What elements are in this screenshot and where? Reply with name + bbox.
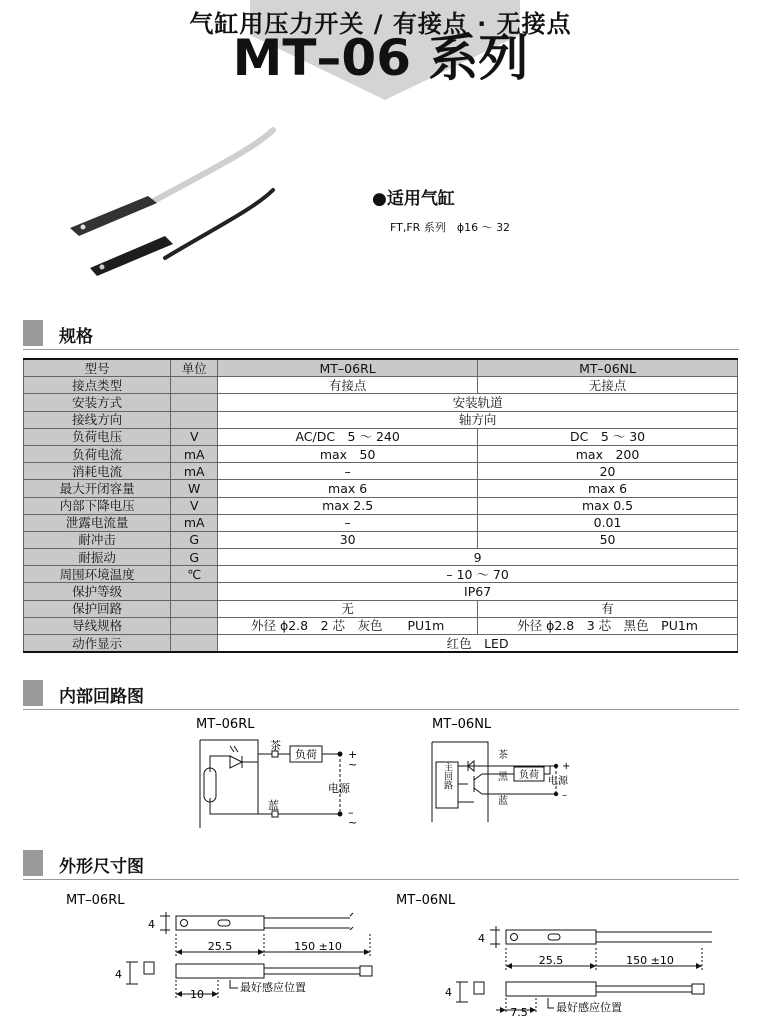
tilde-sign-bottom: ~ [348,816,358,829]
section-bar [23,320,43,346]
row-name: 保护回路 [24,600,171,617]
minus-sign: – [348,806,354,819]
row-unit [171,394,218,411]
sensor-top-view [506,930,596,944]
table-row [24,480,738,497]
led-icon [230,746,258,768]
dim-nl-height-side: 4 [445,986,452,999]
row-unit: mA [171,463,218,480]
spec-table [23,358,738,653]
row-unit [171,600,218,617]
table-row [24,600,738,617]
applicable-cylinders-text: FT,FR 系列 ϕ16 ～ 32 [390,221,511,234]
dim-rl-length-body: 25.5 [207,940,233,953]
section-spec-header [23,320,739,346]
row-unit: G [171,531,218,548]
table-row [24,635,738,653]
table-row [24,549,738,566]
tilde-sign-top: ~ [348,758,358,771]
dim-nl-height-top: 4 [478,932,485,945]
row-value-rl: 无 [218,600,478,617]
load-label: 负荷 [295,748,317,761]
row-name: 接点类型 [24,377,171,394]
row-name: 接线方向 [24,411,171,428]
row-name: 动作显示 [24,635,171,653]
row-value-rl: max 6 [218,480,478,497]
header-nl: MT–06NL [478,359,738,377]
row-value-nl: 外径 ϕ2.8 3 芯 黑色 PU1m [478,617,738,634]
row-value-shared: 红色 LED [218,635,738,653]
page-subtitle: 气缸用压力开关 / 有接点 · 无接点 [189,10,572,38]
row-name: 消耗电流 [24,463,171,480]
header-unit: 单位 [171,359,218,377]
dimension-drawing-nl [392,888,732,1020]
dim-rl-sense-offset: 10 [190,988,204,1001]
row-value-shared: 9 [218,549,738,566]
row-value-nl: 0.01 [478,514,738,531]
section-dimensions-header [23,850,739,876]
product-photo [55,118,295,288]
row-name: 负荷电压 [24,428,171,445]
dim-nl-model: MT–06NL [396,893,456,908]
row-value-nl: 20 [478,463,738,480]
table-row [24,566,738,583]
circuit-diagram-nl [428,712,598,824]
row-value-rl: 有接点 [218,377,478,394]
row-value-shared: 轴方向 [218,411,738,428]
table-row [24,531,738,548]
sensor-side-view [176,964,264,978]
dim-nl-length-body: 25.5 [538,954,564,967]
header-rl: MT–06RL [218,359,478,377]
section-bar [23,680,43,706]
row-unit [171,411,218,428]
row-name: 最大开闭容量 [24,480,171,497]
section-rule [23,349,739,350]
header-model: 型号 [24,359,171,377]
section-title: 外形尺寸图 [59,857,144,877]
row-name: 内部下降电压 [24,497,171,514]
row-value-rl: 外径 ϕ2.8 2 芯 灰色 PU1m [218,617,478,634]
section-title: 规格 [59,327,93,347]
table-row [24,377,738,394]
row-unit [171,635,218,653]
row-value-nl: 无接点 [478,377,738,394]
row-value-nl: DC 5 ～ 30 [478,428,738,445]
row-name: 保护等级 [24,583,171,600]
row-value-rl: max 2.5 [218,497,478,514]
section-circuit-header [23,680,739,706]
plus-sign: + [562,761,571,772]
sensor-side-view [506,982,596,996]
row-value-nl: 有 [478,600,738,617]
table-row [24,583,738,600]
table-row [24,411,738,428]
table-row [24,514,738,531]
row-value-shared: IP67 [218,583,738,600]
row-unit: W [171,480,218,497]
power-label: 电源 [548,776,568,787]
sensor-top-view [176,916,264,930]
circuit-nl-model: MT–06NL [432,717,492,732]
row-value-nl: max 0.5 [478,497,738,514]
row-unit [171,583,218,600]
row-name: 导线规格 [24,617,171,634]
sensor-end-view [144,962,154,974]
circuit-diagram-rl [190,712,390,832]
table-header-row [24,359,738,377]
row-value-nl: max 200 [478,445,738,462]
row-unit [171,377,218,394]
row-value-rl: – [218,463,478,480]
row-name: 泄露电流量 [24,514,171,531]
plus-sign: + [348,748,358,761]
section-rule [23,879,739,880]
sensor-body-black [90,236,173,276]
row-value-rl: AC/DC 5 ～ 240 [218,428,478,445]
row-unit: V [171,428,218,445]
sensor-end-view [474,982,484,994]
table-row [24,394,738,411]
row-value-shared: 安装轨道 [218,394,738,411]
dim-nl-sense-offset: 7.5 [510,1006,528,1019]
table-row [24,463,738,480]
row-value-rl: – [218,514,478,531]
circuit-rl-model: MT–06RL [196,717,255,732]
transistor-icon [474,774,482,794]
wire-blue-label: 蓝 [498,796,508,807]
wire-black-label: 黑 [498,772,508,783]
applicable-cylinders-heading: ●适用气缸 [372,189,455,209]
dim-rl-length-cable: 150 ±10 [294,940,342,953]
row-unit: ℃ [171,566,218,583]
row-name: 周围环境温度 [24,566,171,583]
row-value-nl: max 6 [478,480,738,497]
minus-sign: – [562,790,567,801]
main-circuit-label: 主回路 [442,762,452,790]
wire-brown-label: 茶 [498,750,508,761]
row-value-shared: – 10 ～ 70 [218,566,738,583]
load-label: 负荷 [519,770,539,781]
dimension-drawing-rl [60,888,390,1018]
row-unit: G [171,549,218,566]
table-row [24,428,738,445]
row-name: 安装方式 [24,394,171,411]
dim-rl-height-side: 4 [115,968,122,981]
page-title: MT–06 系列 [232,29,529,87]
dim-rl-note: 最好感应位置 [240,981,306,994]
row-unit: mA [171,445,218,462]
sensor-body-grey [70,196,157,236]
table-row [24,617,738,634]
power-label: 电源 [328,782,350,795]
row-value-rl: max 50 [218,445,478,462]
row-unit: V [171,497,218,514]
row-unit: mA [171,514,218,531]
section-bar [23,850,43,876]
row-name: 负荷电流 [24,445,171,462]
dim-rl-model: MT–06RL [66,893,125,908]
table-row [24,445,738,462]
reed-switch-icon [204,768,216,802]
table-row [24,497,738,514]
row-name: 耐冲击 [24,531,171,548]
row-value-rl: 30 [218,531,478,548]
wire-brown-label: 茶 [270,739,281,752]
section-rule [23,709,739,710]
row-name: 耐振动 [24,549,171,566]
wire-blue-label: 蓝 [268,799,279,812]
dim-rl-height-top: 4 [148,918,155,931]
dim-nl-note: 最好感应位置 [556,1001,622,1014]
dim-nl-length-cable: 150 ±10 [626,954,674,967]
section-title: 内部回路图 [59,687,144,707]
row-value-nl: 50 [478,531,738,548]
row-unit [171,617,218,634]
